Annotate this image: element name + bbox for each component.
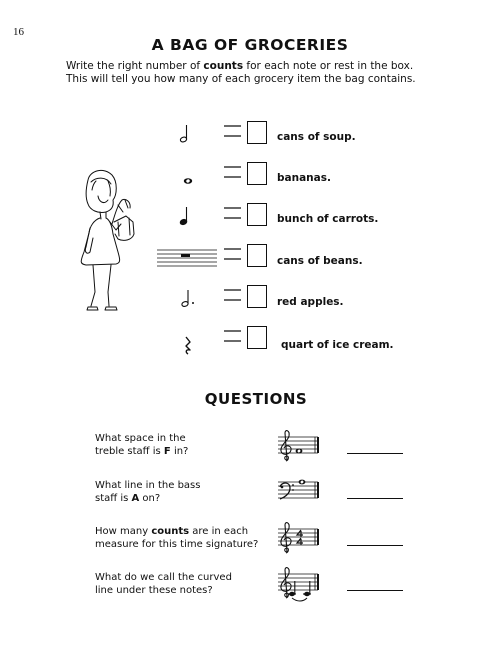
treble-staff-time-signature [278, 523, 318, 553]
question-line: line under these notes? [95, 584, 213, 596]
answer-box[interactable] [247, 162, 267, 185]
question-1 [95, 433, 188, 458]
question-bold-word: A [131, 492, 140, 504]
answer-box[interactable] [247, 121, 267, 144]
answer-box[interactable] [247, 244, 267, 267]
equals-sign-icon [224, 167, 241, 177]
instructions-bold-word: counts [203, 60, 244, 72]
answer-line[interactable] [347, 545, 403, 546]
treble-staff-tied-notes [278, 568, 318, 601]
whole-note-icon [296, 449, 303, 454]
question-text-part: staff is [95, 492, 132, 504]
question-text-part: on? [139, 492, 161, 504]
question-line: measure for this time signature? [95, 538, 259, 550]
questions-heading: QUESTIONS [204, 390, 308, 408]
page-number: 16 [13, 26, 24, 38]
instructions-text: for each note or rest in the box. [243, 60, 414, 72]
time-signature-icon [297, 530, 303, 545]
whole-note-icon [184, 178, 192, 184]
treble-staff-note-f [278, 431, 318, 461]
question-text-part: in? [170, 445, 189, 457]
bass-staff-note-a [278, 480, 318, 499]
treble-clef-icon [281, 431, 291, 461]
question-bold-word: F [163, 445, 171, 457]
question-3 [95, 526, 258, 551]
page-title: A BAG OF GROCERIES [151, 36, 349, 54]
question-2 [95, 480, 200, 505]
answer-box[interactable] [247, 285, 267, 308]
instructions-line-2: This will tell you how many of each grocery item the bag contains. [66, 73, 416, 85]
question-4 [95, 572, 232, 597]
instructions-text: Write the right number of [66, 60, 204, 72]
equals-sign-icon [224, 331, 241, 341]
equals-sign-icon [224, 208, 241, 218]
grocery-label: red apples. [277, 296, 344, 308]
equals-sign-icon [224, 290, 241, 300]
question-line: What line in the bass [95, 480, 201, 491]
grocery-label: cans of soup. [277, 131, 356, 143]
grocery-label: cans of beans. [277, 255, 363, 267]
quarter-rest-icon [186, 337, 190, 354]
question-line [95, 526, 258, 539]
half-note-icon [180, 125, 188, 143]
answer-line[interactable] [347, 590, 403, 591]
question-line: What space in the [95, 433, 186, 444]
girl-with-grocery-bag-illustration [81, 170, 134, 310]
bass-clef-icon [280, 483, 294, 499]
question-bold-word: counts [151, 526, 190, 537]
grocery-label: quart of ice cream. [281, 339, 394, 351]
tie-curve-icon [292, 598, 307, 601]
quarter-note-icon [303, 581, 311, 596]
question-line [95, 446, 188, 459]
equals-sign-icon [224, 126, 241, 136]
answer-box[interactable] [247, 203, 267, 226]
grocery-label: bunch of carrots. [277, 213, 379, 225]
whole-rest-icon [157, 250, 217, 266]
question-line [95, 493, 200, 506]
answer-line[interactable] [347, 498, 403, 499]
answer-line[interactable] [347, 453, 403, 454]
equals-sign-icon [224, 249, 241, 259]
grocery-label: bananas. [277, 172, 331, 184]
dotted-half-note-icon [181, 290, 194, 307]
treble-clef-icon [281, 523, 291, 553]
whole-note-icon [299, 480, 306, 485]
quarter-note-icon [180, 207, 188, 225]
answer-box[interactable] [247, 326, 267, 349]
question-text-part: treble staff is [95, 445, 164, 457]
question-text-part: are in each [189, 526, 249, 537]
question-text-part: How many [95, 526, 152, 537]
question-line: What do we call the curved [95, 572, 232, 583]
